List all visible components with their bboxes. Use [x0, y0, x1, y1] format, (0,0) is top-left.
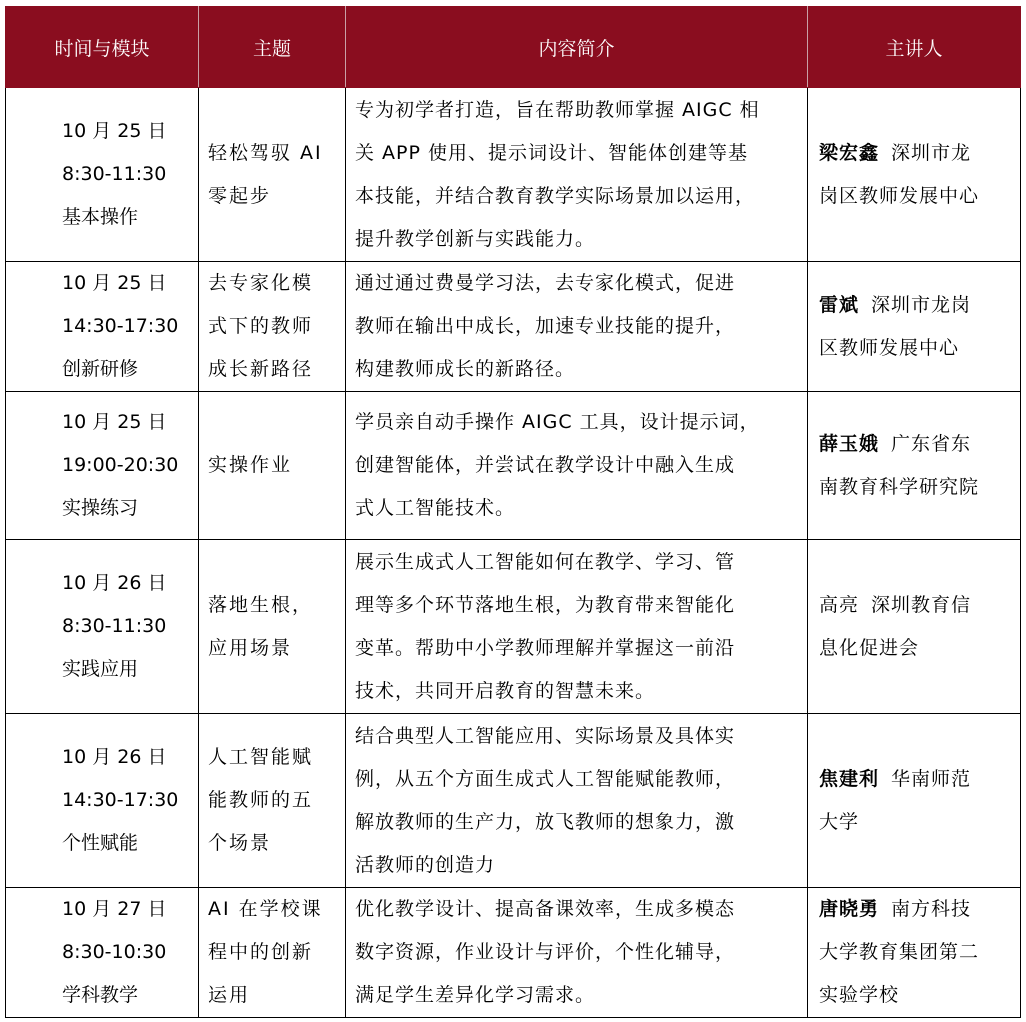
session-time: 19:00-20:30	[62, 454, 179, 476]
speaker-affiliation: 广东省东	[891, 432, 972, 455]
speaker-name: 梁宏鑫	[819, 141, 880, 164]
content-line: 创建智能体，并尝试在教学设计中融入生成	[355, 454, 736, 476]
content-line: 本技能，并结合教育教学实际场景加以运用，	[355, 184, 756, 207]
speaker-affiliation: 华南师范	[891, 767, 972, 790]
session-time: 8:30-11:30	[62, 163, 167, 185]
speaker-name: 唐晓勇	[819, 898, 880, 920]
topic-line: 零起步	[208, 184, 272, 207]
session-date: 10 月 26 日	[62, 572, 167, 594]
session-date: 10 月 25 日	[62, 411, 167, 433]
content-line: 提升教学创新与实践能力。	[355, 227, 596, 250]
topic-line: 程中的创新	[208, 941, 314, 963]
topic-line: 个场景	[208, 832, 272, 854]
speaker-line	[819, 888, 1012, 931]
table-header-row	[6, 7, 1021, 88]
content-line: 优化教学设计、提高备课效率，生成多模态	[355, 898, 736, 920]
table-row	[6, 392, 1021, 540]
speaker-cell	[808, 392, 1021, 540]
speaker-cell	[808, 714, 1021, 888]
topic-line: AI 在学校课	[208, 898, 323, 920]
topic-line: 成长新路径	[208, 358, 314, 380]
speaker-affiliation: 深圳市龙	[891, 141, 972, 164]
speaker-name: 高亮	[819, 593, 860, 616]
table-row	[6, 88, 1021, 262]
session-module: 实践应用	[62, 658, 139, 680]
content-cell	[346, 392, 808, 540]
speaker-line	[819, 584, 1012, 627]
speaker-affiliation: 大学	[819, 810, 860, 833]
header-content: 内容简介	[346, 7, 808, 88]
speaker-cell	[808, 262, 1021, 392]
content-cell	[346, 540, 808, 714]
session-module: 个性赋能	[62, 832, 139, 854]
speaker-affiliation: 息化促进会	[819, 636, 920, 659]
content-line: 学员亲自动手操作 AIGC 工具，设计提示词，	[355, 411, 760, 433]
content-cell	[346, 88, 808, 262]
speaker-affiliation: 大学教育集团第二	[819, 941, 980, 963]
content-line: 解放教师的生产力，放飞教师的想象力，激	[355, 810, 736, 833]
topic-line: 去专家化模	[208, 272, 314, 294]
content-line: 构建教师成长的新路径。	[355, 358, 576, 380]
content-line: 变革。帮助中小学教师理解并掌握这一前沿	[355, 636, 736, 659]
content-line: 专为初学者打造，旨在帮助教师掌握 AIGC 相	[355, 98, 760, 121]
topic-line: 落地生根，	[208, 593, 314, 616]
header-topic: 主题	[199, 7, 346, 88]
content-line: 通过通过费曼学习法，去专家化模式，促进	[355, 272, 736, 294]
topic-cell	[199, 392, 346, 540]
session-date: 10 月 26 日	[62, 746, 167, 768]
speaker-affiliation: 南教育科学研究院	[819, 475, 980, 498]
speaker-cell	[808, 88, 1021, 262]
topic-line: 实操作业	[208, 454, 293, 476]
content-line: 数字资源，作业设计与评价，个性化辅导，	[355, 941, 736, 963]
content-line: 展示生成式人工智能如何在教学、学习、管	[355, 550, 736, 573]
content-cell	[346, 714, 808, 888]
topic-cell	[199, 88, 346, 262]
content-line: 结合典型人工智能应用、实际场景及具体实	[355, 724, 736, 747]
topic-line: 应用场景	[208, 636, 293, 659]
session-module: 学科教学	[62, 984, 139, 1006]
content-line: 关 APP 使用、提示词设计、智能体创建等基	[355, 141, 748, 164]
time-module-cell	[6, 888, 199, 1018]
topic-line: 能教师的五	[208, 789, 314, 811]
table-row	[6, 888, 1021, 1018]
session-time: 8:30-10:30	[62, 941, 167, 963]
content-line: 活教师的创造力	[355, 853, 496, 876]
speaker-line	[819, 132, 1012, 175]
session-date: 10 月 25 日	[62, 272, 167, 294]
content-line: 技术，共同开启教育的智慧未来。	[355, 679, 656, 702]
course-schedule-table	[5, 6, 1021, 1018]
content-cell	[346, 262, 808, 392]
session-module: 基本操作	[62, 206, 139, 228]
session-date: 10 月 25 日	[62, 120, 167, 142]
speaker-cell	[808, 540, 1021, 714]
session-time: 14:30-17:30	[62, 315, 179, 337]
time-module-cell	[6, 262, 199, 392]
time-module-cell	[6, 714, 199, 888]
header-time-module: 时间与模块	[6, 7, 199, 88]
speaker-cell	[808, 888, 1021, 1018]
speaker-name: 薛玉娥	[819, 432, 880, 455]
speaker-line	[819, 758, 1012, 801]
topic-line: 运用	[208, 984, 251, 1006]
speaker-line	[819, 284, 1012, 327]
session-module: 实操练习	[62, 497, 139, 519]
topic-cell	[199, 262, 346, 392]
table-row	[6, 540, 1021, 714]
topic-line: 式下的教师	[208, 315, 314, 337]
speaker-affiliation: 深圳教育信	[871, 593, 972, 616]
topic-line: 人工智能赋	[208, 746, 314, 768]
content-cell	[346, 888, 808, 1018]
speaker-affiliation: 岗区教师发展中心	[819, 184, 980, 207]
table-row	[6, 262, 1021, 392]
speaker-affiliation: 实验学校	[819, 984, 900, 1006]
table-row	[6, 714, 1021, 888]
time-module-cell	[6, 392, 199, 540]
speaker-affiliation: 南方科技	[891, 898, 972, 920]
speaker-line	[819, 423, 1012, 466]
speaker-name: 焦建利	[819, 767, 880, 790]
content-line: 例，从五个方面生成式人工智能赋能教师，	[355, 767, 736, 790]
topic-cell	[199, 540, 346, 714]
content-line: 式人工智能技术。	[355, 497, 516, 519]
time-module-cell	[6, 540, 199, 714]
speaker-affiliation: 区教师发展中心	[819, 336, 960, 359]
content-line: 理等多个环节落地生根，为教育带来智能化	[355, 593, 736, 616]
speaker-name: 雷斌	[819, 293, 860, 316]
topic-cell	[199, 714, 346, 888]
header-speaker: 主讲人	[808, 7, 1021, 88]
topic-cell	[199, 888, 346, 1018]
session-date: 10 月 27 日	[62, 898, 167, 920]
session-time: 14:30-17:30	[62, 789, 179, 811]
speaker-affiliation: 深圳市龙岗	[871, 293, 972, 316]
content-line: 教师在输出中成长，加速专业技能的提升，	[355, 315, 736, 337]
session-module: 创新研修	[62, 358, 139, 380]
session-time: 8:30-11:30	[62, 615, 167, 637]
content-line: 满足学生差异化学习需求。	[355, 984, 596, 1006]
topic-line: 轻松驾驭 AI	[208, 141, 323, 164]
time-module-cell	[6, 88, 199, 262]
